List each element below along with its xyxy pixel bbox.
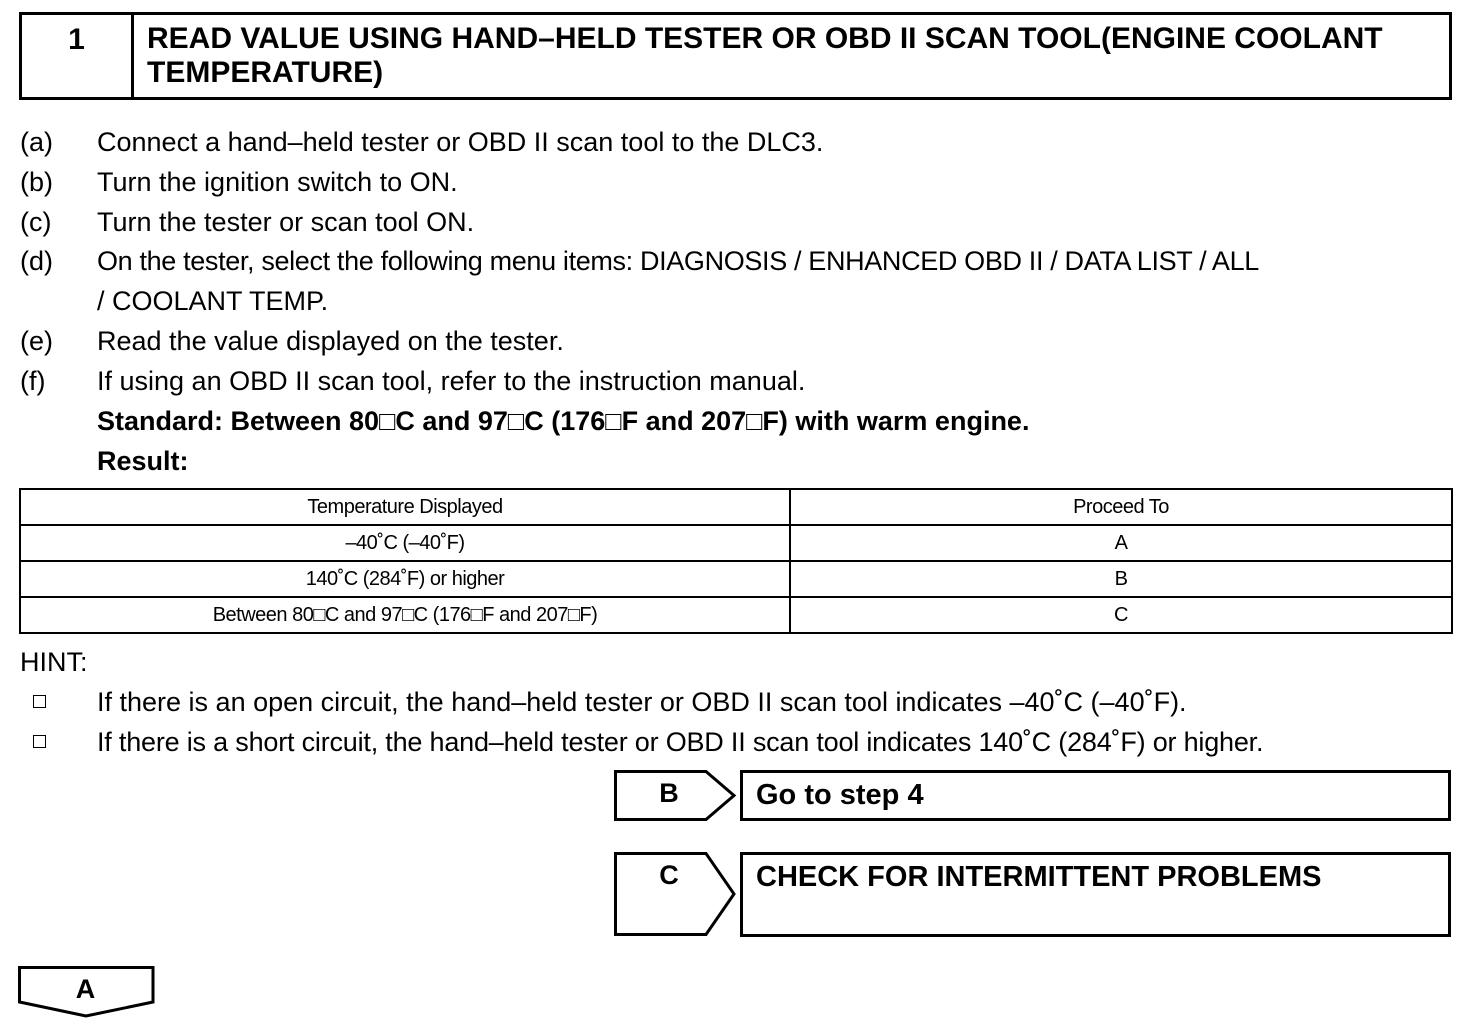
procedure-text: Connect a hand–held tester or OBD II scan tool to the DLC3.	[97, 127, 824, 157]
procedure-label: (a)	[20, 127, 53, 157]
destination-text: Go to step 4	[756, 779, 924, 811]
table-cell: –40˚C (–40˚F)	[20, 525, 790, 561]
hint-item: If there is a short circuit, the hand–held tester or OBD II scan tool indicates 140˚C (284˚F) or higher.	[97, 727, 1264, 757]
procedure-label: (f)	[20, 366, 46, 396]
result-label: Result:	[97, 446, 189, 476]
procedure-text: Read the value displayed on the tester.	[97, 326, 564, 356]
procedure-label: (c)	[20, 207, 52, 237]
hint-item: If there is an open circuit, the hand–held tester or OBD II scan tool indicates –40˚C (–40˚F).	[97, 687, 1187, 717]
table-row	[20, 525, 1452, 561]
table-header-cell: Temperature Displayed	[20, 489, 790, 525]
result-table	[19, 488, 1453, 634]
step-title: READ VALUE USING HAND–HELD TESTER OR OBD II SCAN TOOL(ENGINE COOLANT TEMPERATURE)	[147, 22, 1383, 89]
table-row	[20, 597, 1452, 633]
procedure-text-continued: / COOLANT TEMP.	[97, 286, 329, 316]
procedure-text: If using an OBD II scan tool, refer to the instruction manual.	[97, 366, 806, 396]
procedure-label: (d)	[20, 246, 53, 276]
procedure-text: Turn the tester or scan tool ON.	[97, 207, 475, 237]
procedure-label: (b)	[20, 167, 53, 197]
step-number: 1	[22, 15, 134, 97]
table-cell: C	[790, 597, 1452, 633]
destination-text: CHECK FOR INTERMITTENT PROBLEMS	[756, 861, 1322, 893]
result-destination-c	[740, 852, 1451, 937]
step-header	[19, 12, 1452, 100]
table-header-cell: Proceed To	[790, 489, 1452, 525]
bullet-box-icon	[33, 695, 46, 708]
table-cell: Between 80□C and 97□C (176□F and 207□F)	[20, 597, 790, 633]
table-cell: A	[790, 525, 1452, 561]
result-destination-b	[740, 770, 1451, 821]
table-header-row	[20, 489, 1452, 525]
next-code-a: A	[75, 974, 96, 1004]
procedure-text: Turn the ignition switch to ON.	[97, 167, 458, 197]
standard-value: Standard: Between 80□C and 97□C (176□F and 207□F) with warm engine.	[97, 406, 1030, 436]
bullet-box-icon	[33, 735, 46, 748]
hint-label: HINT:	[20, 647, 88, 677]
procedure-label: (e)	[20, 326, 53, 356]
result-code-c: C	[659, 860, 679, 890]
table-cell: B	[790, 561, 1452, 597]
table-row	[20, 561, 1452, 597]
procedure-text: On the tester, select the following menu items: DIAGNOSIS / ENHANCED OBD II / DATA LIST / ALL	[97, 246, 1259, 276]
result-code-b: B	[659, 778, 679, 808]
table-cell: 140˚C (284˚F) or higher	[20, 561, 790, 597]
